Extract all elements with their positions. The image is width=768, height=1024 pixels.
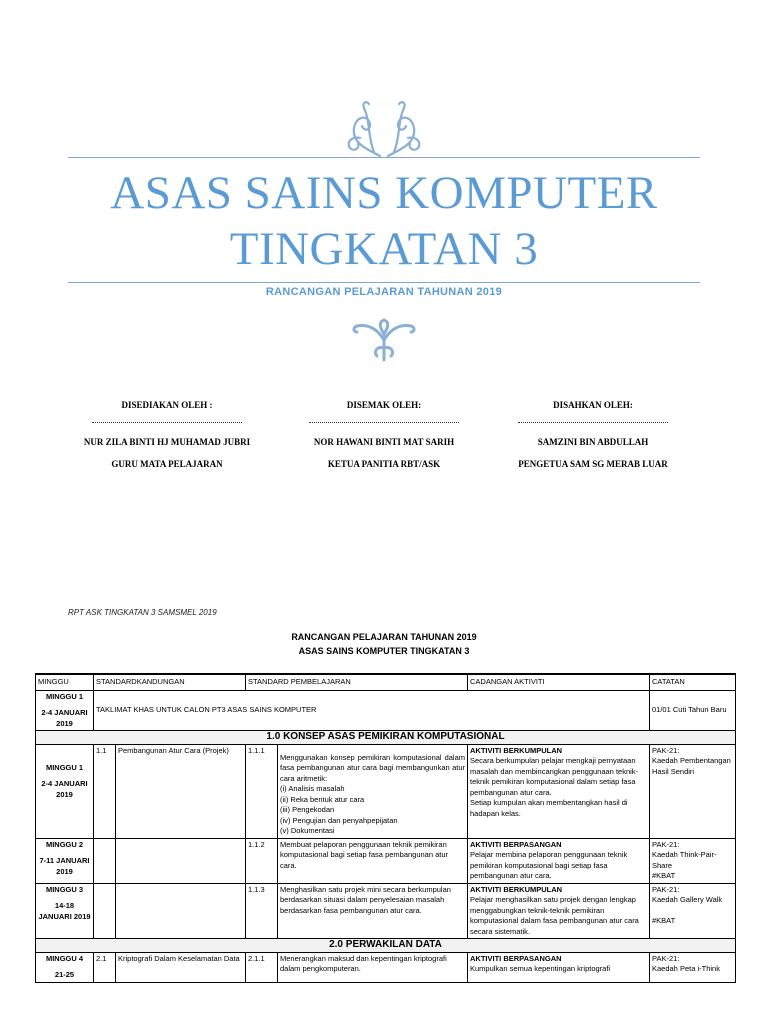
- bottom-flourish-ornament: [0, 318, 768, 362]
- notes-line: #KBAT: [652, 871, 676, 880]
- signature-role: DISEMAK OLEH:: [346, 400, 422, 410]
- activity-cell: [468, 952, 650, 982]
- learning-standard-number: 1.1.3: [246, 883, 278, 939]
- lesson-plan-table: [35, 673, 736, 983]
- learning-standard-number: 2.1.1: [246, 952, 278, 982]
- learning-standard-line: (i) Analisis masalah: [280, 784, 345, 793]
- signature-name: NUR ZILA BINTI HJ MUHAMAD JUBRI: [83, 437, 251, 447]
- header-minggu: MINGGU: [36, 674, 94, 690]
- cover-subtitle: RANCANGAN PELAJARAN TAHUNAN 2019: [265, 286, 503, 298]
- notes-line: Kaedah Think-Pair-Share: [652, 850, 717, 870]
- table-header-row: [36, 674, 736, 690]
- section-title: 1.0 KONSEP ASAS PEMIKIRAN KOMPUTASIONAL: [36, 731, 736, 745]
- week-label: MINGGU 2: [45, 839, 84, 849]
- week-cell: [36, 883, 94, 939]
- notes-cell: [650, 952, 736, 982]
- learning-standard-line: (ii) Reka bentuk atur cara: [280, 794, 365, 804]
- notes-line: Kaedah Peta i-Think: [652, 964, 720, 973]
- content-standard-text: Kriptografi Dalam Keselamatan Data: [116, 952, 246, 982]
- learning-standard-text: [278, 883, 468, 939]
- week-label: MINGGU 4: [45, 953, 84, 963]
- content-standard-number: [94, 883, 116, 939]
- activity-line: Kumpulkan semua kepentingan kriptografi: [470, 964, 611, 973]
- learning-standard-text: [278, 744, 468, 838]
- learning-standard-line: Menggunakan konsep pemikiran komputasional dalam fasa pembangunan atur cara bagi membangunkan atur cara aritmetik:: [280, 752, 465, 783]
- signature-line: [92, 422, 242, 423]
- section-title: 2.0 PERWAKILAN DATA: [36, 939, 736, 953]
- table-row: [36, 952, 736, 982]
- content-standard-number: [94, 838, 116, 883]
- learning-standard-line: Menerangkan maksud dan kepentingan kriptografi dalam pengkomputeran.: [280, 953, 447, 973]
- week-cell: [36, 952, 94, 982]
- plan-subheading: ASAS SAINS KOMPUTER TINGKATAN 3: [298, 646, 470, 656]
- week-label: MINGGU 1: [45, 691, 84, 701]
- content-standard-text: [116, 883, 246, 939]
- plan-heading: RANCANGAN PELAJARAN TAHUNAN 2019: [291, 632, 477, 642]
- signature-position: GURU MATA PELAJARAN: [111, 459, 223, 469]
- week-dates: 14-18 JANUARI 2019: [38, 901, 91, 921]
- flourish-icon: [349, 318, 419, 362]
- main-title-line1: ASAS SAINS KOMPUTER: [110, 167, 658, 219]
- learning-standard-text: [278, 952, 468, 982]
- notes-line: PAK-21:: [652, 745, 680, 755]
- week-cell: [36, 838, 94, 883]
- notes-line: #KBAT: [652, 915, 676, 925]
- signature-role: DISAHKAN OLEH:: [553, 400, 633, 410]
- table-row: [36, 883, 736, 939]
- notes-cell: [650, 883, 736, 939]
- table-row: [36, 744, 736, 838]
- signature-block-approved: [473, 400, 713, 469]
- content-standard-number: 1.1: [94, 744, 116, 838]
- notes-line: Kaedah Gallery Walk: [652, 895, 723, 904]
- signature-name: NOR HAWANI BINTI MAT SARIH: [313, 437, 455, 447]
- learning-standard-line: Menghasilkan satu projek mini secara berkumpulan berdasarkan situasi dalam penyelesaian masalah berdasarkan fasa pembangunan atur cara.: [280, 884, 451, 915]
- signature-role: DISEDIAKAN OLEH :: [121, 400, 213, 410]
- notes-line: PAK-21:: [652, 884, 680, 894]
- activity-cell: [468, 744, 650, 838]
- signature-position: KETUA PANITIA RBT/ASK: [327, 459, 441, 469]
- learning-standard-number: 1.1.2: [246, 838, 278, 883]
- activity-line: Secara berkumpulan pelajar mengkaji pernyataan masalah dan membincangkan penggunaan teknik-teknik pemikiran komputasional dalam setiap fasa pembangunan atur cara.: [470, 756, 639, 797]
- activity-cell: [468, 838, 650, 883]
- notes-cell: 01/01 Cuti Tahun Baru: [650, 690, 736, 731]
- week-dates: 7-11 JANUARI 2019: [39, 856, 90, 876]
- week-cell: [36, 690, 94, 731]
- top-flourish-ornament: [0, 98, 768, 158]
- activity-line: Pelajar membina pelaporan penggunaan teknik pemikiran komputasional bagi setiap fasa pembangunan atur cara.: [470, 850, 628, 880]
- learning-standard-line: (iv) Pengujian dan penyahpepijatan: [280, 815, 398, 825]
- signature-position: PENGETUA SAM SG MERAB LUAR: [518, 459, 668, 469]
- activity-line: Pelajar menghasilkan satu projek dengan lengkap menggabungkan teknik-teknik pemikiran komputasional dalam fasa pembangunan atur cara secara sistematik.: [470, 895, 639, 936]
- flourish-icon: [324, 98, 444, 158]
- notes-line: PAK-21:: [652, 839, 680, 849]
- activity-line: Setiap kumpulan akan membentangkan hasil di hadapan kelas.: [470, 798, 628, 818]
- signature-name: SAMZINI BIN ABDULLAH: [537, 437, 649, 447]
- activity-title: AKTIVITI BERKUMPULAN: [470, 745, 563, 755]
- header-standard-pembelajaran: STANDARD PEMBELAJARAN: [246, 674, 468, 690]
- briefing-cell: TAKLIMAT KHAS UNTUK CALON PT3 ASAS SAINS KOMPUTER: [94, 690, 650, 731]
- week-dates: 2-4 JANUARI 2019: [41, 779, 88, 799]
- activity-cell: [468, 883, 650, 939]
- week-cell: [36, 744, 94, 838]
- learning-standard-line: (v) Dokumentasi: [280, 826, 335, 835]
- week-label: MINGGU 1: [45, 762, 84, 772]
- week-label: MINGGU 3: [45, 884, 84, 894]
- main-title-line2: TINGKATAN 3: [229, 223, 539, 275]
- header-cadangan-aktiviti: CADANGAN AKTIVITI: [468, 674, 650, 690]
- section-header-row: [36, 731, 736, 745]
- activity-title: AKTIVITI BERPASANGAN: [470, 839, 562, 849]
- activity-title: AKTIVITI BERKUMPULAN: [470, 884, 563, 894]
- table-row: [36, 838, 736, 883]
- notes-cell: [650, 744, 736, 838]
- notes-cell: [650, 838, 736, 883]
- content-standard-number: 2.1: [94, 952, 116, 982]
- learning-standard-line: Membuat pelaporan penggunaan teknik pemikiran komputasional bagi setiap fasa pembangunan atur cara.: [280, 839, 449, 870]
- top-divider-line: [68, 157, 700, 158]
- learning-standard-number: 1.1.1: [246, 744, 278, 838]
- signature-line: [518, 422, 668, 423]
- notes-line: PAK-21:: [652, 953, 680, 963]
- bottom-divider-line: [68, 282, 700, 283]
- learning-standard-line: (iii) Pengekodan: [280, 805, 335, 814]
- signature-line: [309, 422, 459, 423]
- week-dates: 2-4 JANUARI 2019: [41, 708, 88, 728]
- notes-line: Kaedah Pembentangan Hasil Sendiri: [652, 756, 731, 776]
- week-dates: 21-25: [54, 970, 75, 979]
- content-standard-text: Pembangunan Atur Cara (Projek): [116, 744, 246, 838]
- learning-standard-text: [278, 838, 468, 883]
- table-row: [36, 690, 736, 731]
- section-header-row: [36, 939, 736, 953]
- header-standard-kandungan: STANDARDKANDUNGAN: [94, 674, 246, 690]
- signature-block-prepared: [47, 400, 287, 469]
- document-footer-note: RPT ASK TINGKATAN 3 SAMSMEL 2019: [68, 608, 217, 617]
- content-standard-text: [116, 838, 246, 883]
- notes-line: [652, 906, 733, 916]
- activity-title: AKTIVITI BERPASANGAN: [470, 953, 562, 963]
- signature-block-checked: [264, 400, 504, 469]
- header-catatan: CATATAN: [650, 674, 736, 690]
